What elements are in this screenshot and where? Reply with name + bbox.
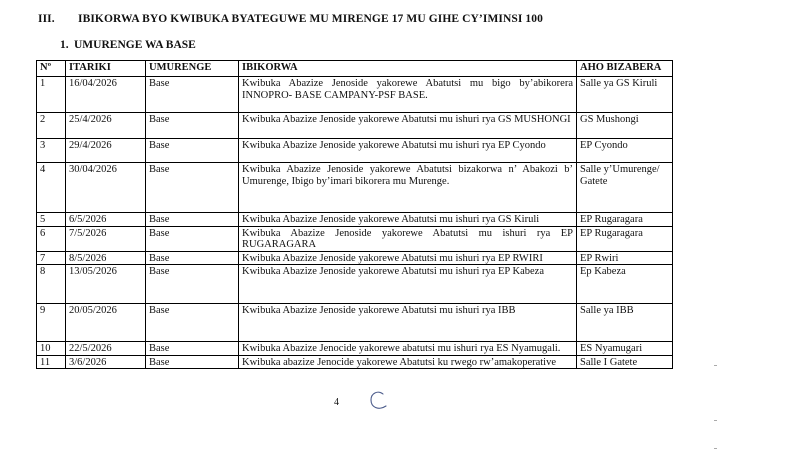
- cell-date: 3/6/2026: [66, 355, 146, 369]
- cell-number: 11: [37, 355, 66, 369]
- section-heading: [38, 13, 543, 25]
- edge-mark: [714, 365, 717, 366]
- cell-venue: Salle ya IBB: [577, 304, 673, 342]
- table-row: [37, 342, 673, 356]
- page-number: 4: [334, 397, 339, 408]
- section-number: III.: [38, 13, 55, 25]
- header-number: Nº: [37, 61, 66, 77]
- cell-date: 25/4/2026: [66, 113, 146, 139]
- table-row: [37, 139, 673, 163]
- cell-number: 5: [37, 213, 66, 227]
- header-sector: UMURENGE: [146, 61, 239, 77]
- cell-venue: ES Nyamugari: [577, 342, 673, 356]
- signature-mark: [366, 388, 392, 414]
- cell-sector: Base: [146, 77, 239, 113]
- table-body: [37, 77, 673, 369]
- cell-activity: Kwibuka Abazize Jenoside yakorewe Abatutsi mu ishuri rya EP RUGARAGARA: [239, 226, 577, 251]
- subsection-heading: [60, 39, 196, 51]
- header-venue: AHO BIZABERA: [577, 61, 673, 77]
- table-row: [37, 265, 673, 304]
- cell-sector: Base: [146, 304, 239, 342]
- cell-venue: Salle y’Umurenge/ Gatete: [577, 163, 673, 213]
- table-row: [37, 304, 673, 342]
- cell-date: 8/5/2026: [66, 251, 146, 265]
- cell-number: 4: [37, 163, 66, 213]
- cell-venue: Salle ya GS Kiruli: [577, 77, 673, 113]
- subsection-title: UMURENGE WA BASE: [74, 39, 196, 51]
- cell-number: 3: [37, 139, 66, 163]
- header-activity: IBIKORWA: [239, 61, 577, 77]
- cell-activity: Kwibuka Abazize Jenoside yakorewe Abatutsi mu ishuri rya GS MUSHONGI: [239, 113, 577, 139]
- cell-activity: Kwibuka Abazize Jenocide yakorewe abatutsi mu ishuri rya ES Nyamugali.: [239, 342, 577, 356]
- edge-mark: [714, 448, 717, 449]
- cell-date: 16/04/2026: [66, 77, 146, 113]
- cell-activity: Kwibuka Abazize Jenoside yakorewe Abatutsi mu bigo by’abikorera INNOPRO- BASE CAMPANY-PSF BASE.: [239, 77, 577, 113]
- cell-sector: Base: [146, 265, 239, 304]
- subsection-number: 1.: [60, 39, 69, 51]
- cell-date: 22/5/2026: [66, 342, 146, 356]
- cell-sector: Base: [146, 251, 239, 265]
- cell-date: 13/05/2026: [66, 265, 146, 304]
- cell-number: 6: [37, 226, 66, 251]
- cell-activity: Kwibuka Abazize Jenoside yakorewe Abatutsi mu ishuri rya EP Cyondo: [239, 139, 577, 163]
- section-title: IBIKORWA BYO KWIBUKA BYATEGUWE MU MIRENGE 17 MU GIHE CY’IMINSI 100: [78, 13, 543, 25]
- table-row: [37, 355, 673, 369]
- cell-venue: EP Rugaragara: [577, 213, 673, 227]
- cell-sector: Base: [146, 213, 239, 227]
- table-header-row: [37, 61, 673, 77]
- table-row: [37, 213, 673, 227]
- cell-sector: Base: [146, 355, 239, 369]
- cell-sector: Base: [146, 163, 239, 213]
- cell-activity: Kwibuka abazize Jenocide yakorewe Abatutsi ku rwego rw’amakoperative: [239, 355, 577, 369]
- cell-activity: Kwibuka Abazize Jenoside yakorewe Abatutsi mu ishuri rya GS Kiruli: [239, 213, 577, 227]
- table-row: [37, 251, 673, 265]
- activities-table: [36, 60, 673, 369]
- table-row: [37, 77, 673, 113]
- cell-number: 7: [37, 251, 66, 265]
- cell-sector: Base: [146, 226, 239, 251]
- cell-date: 30/04/2026: [66, 163, 146, 213]
- cell-activity: Kwibuka Abazize Jenoside yakorewe Abatutsi mu ishuri rya IBB: [239, 304, 577, 342]
- cell-venue: Ep Kabeza: [577, 265, 673, 304]
- cell-venue: EP Rugaragara: [577, 226, 673, 251]
- cell-activity: Kwibuka Abazize Jenoside yakorewe Abatutsi mu ishuri rya EP RWIRI: [239, 251, 577, 265]
- cell-number: 10: [37, 342, 66, 356]
- table-row: [37, 163, 673, 213]
- cell-date: 7/5/2026: [66, 226, 146, 251]
- cell-number: 8: [37, 265, 66, 304]
- cell-venue: EP Cyondo: [577, 139, 673, 163]
- cell-activity: Kwibuka Abazize Jenoside yakorewe Abatutsi bizakorwa n’ Abakozi b’ Umurenge, Ibigo by’imari bikorera mu Murenge.: [239, 163, 577, 213]
- table-row: [37, 113, 673, 139]
- cell-venue: Salle I Gatete: [577, 355, 673, 369]
- cell-sector: Base: [146, 139, 239, 163]
- cell-sector: Base: [146, 342, 239, 356]
- header-date: ITARIKI: [66, 61, 146, 77]
- cell-sector: Base: [146, 113, 239, 139]
- edge-mark: [714, 420, 717, 421]
- table-row: [37, 226, 673, 251]
- cell-venue: GS Mushongi: [577, 113, 673, 139]
- cell-activity: Kwibuka Abazize Jenoside yakorewe Abatutsi mu ishuri rya EP Kabeza: [239, 265, 577, 304]
- cell-date: 20/05/2026: [66, 304, 146, 342]
- cell-number: 2: [37, 113, 66, 139]
- cell-date: 6/5/2026: [66, 213, 146, 227]
- cell-venue: EP Rwiri: [577, 251, 673, 265]
- cell-date: 29/4/2026: [66, 139, 146, 163]
- cell-number: 1: [37, 77, 66, 113]
- cell-number: 9: [37, 304, 66, 342]
